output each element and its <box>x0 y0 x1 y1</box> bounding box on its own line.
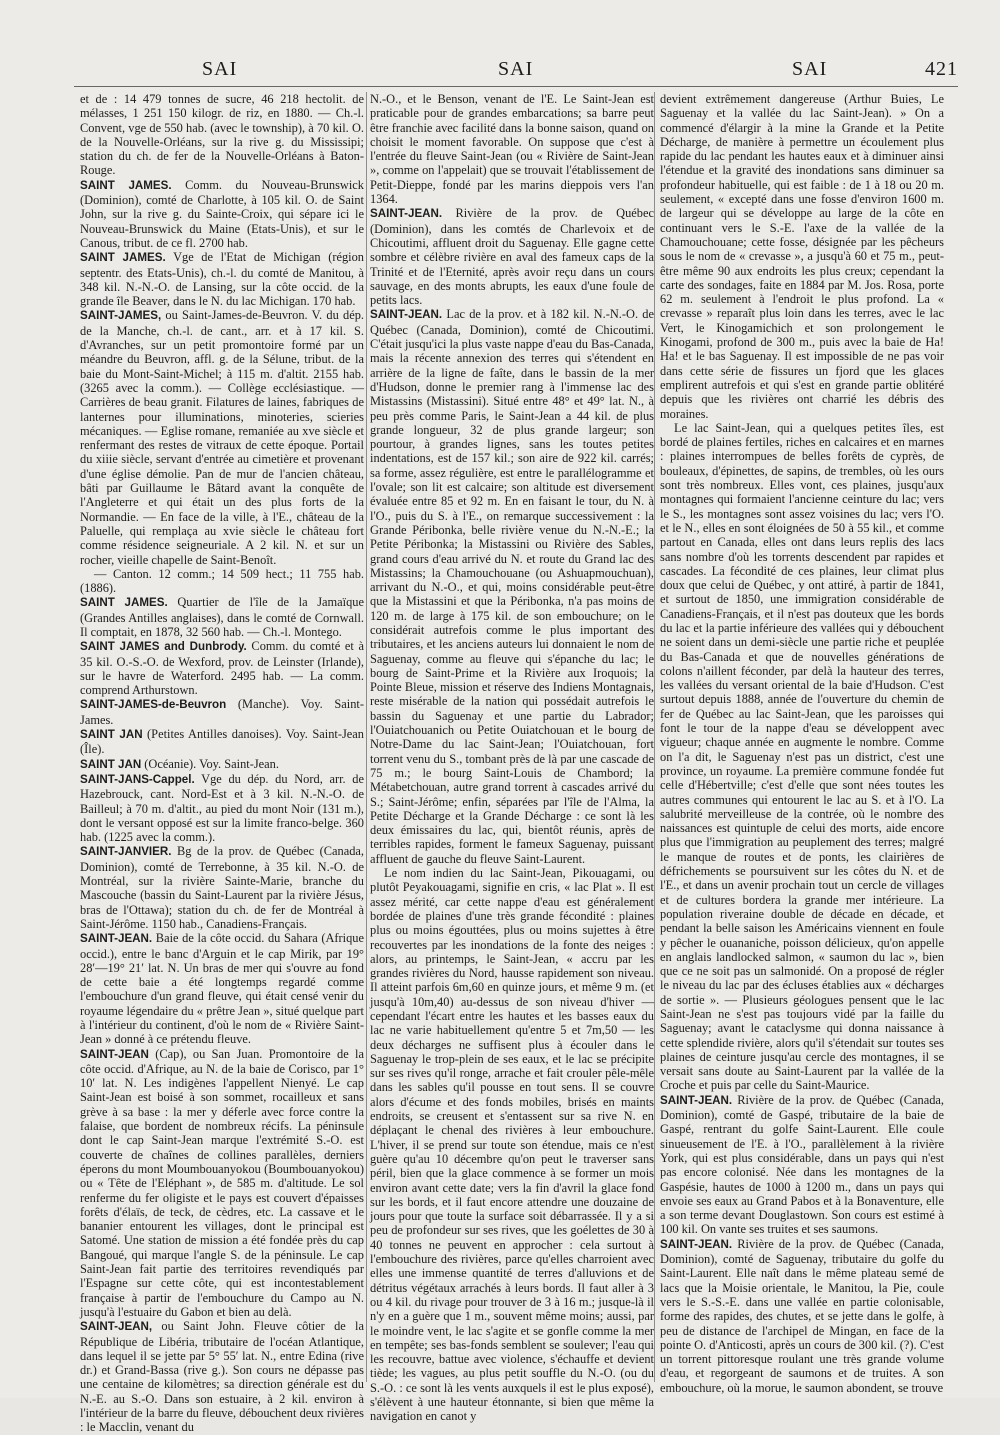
running-head-right: SAI <box>792 58 828 80</box>
dictionary-entry <box>80 844 364 931</box>
column-divider <box>654 92 655 1382</box>
entry-text: Rivière de la prov. de Québec (Canada, Dominion), comté de Gaspé, tributaire de la baie de Gaspé, rentrant du golfe Saint-Laurent. Elle coule sinueusement de l'E. à l'O., parallèlement à la rivière York, qui est plus considérable, dans un pays qui n'est pas encore colonisé. Née dans les montagnes de la Gaspésie, hautes de 1000 à 1200 m., dans un pays qui envoie ses eaux au Grand Pabos et à la Bonaventure, elle a son terme devant Douglastown. Son cours est estimé à 100 kil. On vante ses truites et ses saumons. <box>660 1092 944 1237</box>
dictionary-entry <box>80 308 364 566</box>
entry-headword: SAINT-JEAN <box>80 1047 149 1061</box>
dictionary-entry <box>660 421 944 1093</box>
dictionary-entry <box>80 639 364 697</box>
entry-text: (Manche). Voy. Saint-James. <box>80 697 364 727</box>
entry-headword: SAINT JAMES and Dunbrody. <box>80 640 247 654</box>
entry-text: et de : 14 479 tonnes de sucre, 46 218 hectolit. de mélasses, 1 251 150 kilogr. de riz, en 1880. — Ch.-l. Convent, vge de 550 hab. (avec le township), à 70 kil. O. de la Nouvelle-Orléans, sur la rive g. du Mississipi; station du ch. de fer de la Nouvelle-Orléans à Baton-Rouge. <box>80 92 364 178</box>
entry-headword: SAINT JAMES. <box>80 251 166 265</box>
entry-text: — Canton. 12 comm.; 14 509 hect.; 11 755 hab. (1886). <box>80 566 364 596</box>
dictionary-entry <box>370 866 654 1424</box>
entry-text: Vge du dép. du Nord, arr. de Hazebrouck, cant. Nord-Est et à 3 kil. N.-N.-O. de Bailleul; à 70 m. d'altit., au pied du mont Noir (131 m.), dont le versant opposé est sur la limite franco-belge. 360 hab. (1225 avec la comm.). <box>80 771 364 845</box>
entry-headword: SAINT-JAMES-de-Beuvron <box>80 698 227 712</box>
entry-headword: SAINT JAN <box>80 728 143 742</box>
entry-text: devient extrêmement dangereuse (Arthur Buies, Le Saguenay et la vallée du lac Saint-Jean). » On a commencé d'élargir à la mine la Grande et la Petite Décharge, de manière à permettre un écoulement plus rapide du lac pendant les hautes eaux et à diminuer ainsi l'étendue et la gravité des inondations sans diminuer sa profondeur habituelle, qui est faible : de 1 à 18 ou 20 m. seulement, « excepté dans une fosse d'environ 1600 m. de largeur qui se développe au large de la côte en continuant vers le S.-E. l'axe de la vallée de la Chamouchouane; cette fosse, désignée par les pêcheurs sous le nom de « crevasse », a jusqu'à 60 et 75 m., peut-être même 90 aux endroits les plus creux; cependant la carte des sondages, faite en 1884 par M. Jos. Rosa, porte 62 m. seulement à l'endroit le plus profond. La « crevasse » reparaît plus loin dans les terres, avec le lac Vert, le Kinogamichich et son prolongement le Kinogami, profond de 300 m., puis avec la baie de Ha! Ha! et le bas Saguenay. Il est impossible de ne pas voir dans cette série de fissures un fjord que les glaces emplirent autrefois et qui s'est en grande partie oblitéré depuis que les rivières ont charrié les débris des moraines. <box>660 92 944 421</box>
dictionary-entry <box>80 250 364 308</box>
entry-headword: SAINT JAN <box>80 757 142 771</box>
running-head-left: SAI <box>202 58 238 80</box>
dictionary-entry <box>80 697 364 727</box>
column-divider <box>366 92 367 1382</box>
entry-headword: SAINT-JEAN. <box>80 932 153 946</box>
entry-headword: SAINT-JEAN. <box>370 308 443 322</box>
entry-headword: SAINT-JEAN. <box>660 1237 733 1251</box>
entry-text: (Océanie). Voy. Saint-Jean. <box>141 756 279 771</box>
dictionary-entry <box>80 595 364 639</box>
entry-text: Baie de la côte occid. du Sahara (Afrique occid.), entre le banc d'Arguin et le cap Mirik, par 19° 28′—19° 21′ lat. N. Un bras de mer qui s'ouvre au fond de cette baie a été longtemps regardé comme l'embouchure d'un grand fleuve, qui était censé venir du royaume légendaire du « prêtre Jean », situé quelque part à l'intérieur du continent, d'où le nom de « Rivière Saint-Jean » donné à ce prétendu fleuve. <box>80 931 364 1047</box>
entry-headword: SAINT-JANVIER. <box>80 845 172 859</box>
entry-text: N.-O., et le Benson, venant de l'E. Le Saint-Jean est praticable pour de grandes embarcations; sa barre peut être franchie avec facilité dans la bonne saison, quand on choisit le moment favorable. On suppose que c'est à l'entrée du fleuve Saint-Jean (ou « Rivière de Saint-Jean », comme on l'appelait) que se trouvait l'établissement de Petit-Dieppe, fondé par les marins dieppois vers l'an 1364. <box>370 92 654 207</box>
dictionary-entry <box>80 1047 364 1320</box>
entry-text: Rivière de la prov. de Québec (Dominion), dans les comtés de Charlevoix et de Chicoutimi, affluent droit du Saguenay. Elle gagne cette sombre et célèbre rivière en aval des fameux caps de la Trinité et de l'Eternité, après avoir reçu dans un cours sauvage, en des monts abrupts, les eaux d'une foule de petits lacs. <box>370 206 654 308</box>
entry-text: Rivière de la prov. de Québec (Canada, Dominion), comté de Saguenay, tributaire du golfe du Saint-Laurent. Elle naît dans le même plateau semé de lacs que la Moisie orientale, le Manitou, la Pie, coule vers le S.-S.-E. dans une vallée en partie colonisable, forme des rapides, des chutes, et se jette dans le golfe, à peu de distance de l'archipel de Mingan, en face de la pointe O. d'Anticosti, après un cours de 300 kil. (?). C'est un torrent pittoresque roulant une très grande volume d'eau, et regorgeant de saumons et de truites. A son embouchure, où la morue, le saumon abondent, se trouve <box>660 1236 944 1395</box>
dictionary-entry <box>660 92 944 421</box>
dictionary-entry <box>80 757 364 772</box>
entry-headword: SAINT-JEAN. <box>370 207 443 221</box>
entry-text: Le nom indien du lac Saint-Jean, Pikouagami, ou plutôt Peyakouagami, signifie en cris, « lac Plat ». Il est assez mérité, car cette nappe d'eau est généralement bordée de plaines d'une très grande fécondité : plaines plus ou moins égouttées, plus ou moins sujettes à être recouvertes par les inondations de la fonte des neiges : alors, au printemps, le Saint-Jean, « accru par les grandes rivières du Nord, hausse rapidement son niveau. Il atteint parfois 6m,60 en quinze jours, et même 9 m. (et jusqu'à 10m,40) au-dessus de son niveau d'hiver — cependant l'écart entre les hautes et les basses eaux du lac ne varie habituellement qu'entre 5 et 7m,50 — les deux décharges ne suffisent plus à écouler dans le Saguenay le trop-plein de ses eaux, et le lac se précipite sur ses rives qu'il ronge, arrache et fait crouler pêle-mêle dans les sables qu'il pousse en tout sens. Il se couvre alors d'écume et des fonds mobiles, brisés en maints endroits, se creusent et s'entassent sur sa rive N. en déplaçant le chenal des rivières à leur embouchure. L'hiver, il se prend sur toute son étendue, mais ce n'est guère qu'au 10 décembre qu'on peut le traverser sans péril, bien que la glace commence à se former un mois environ avant cette date; vers la fin d'avril la glace fond sur les bords, et il faut encore attendre une douzaine de jours pour que toute la surface soit débarrassée. Il y a si peu de profondeur sur ses rives, que les goélettes de 30 à 40 tonnes ne peuvent en approcher : cela surtout à l'embouchure des rivières, parce qu'elles charroient avec elles une immense quantité de terres d'alluvions et de détritus végétaux arrachés à leurs bords. Il faut aller à 3 ou 4 kil. du rivage pour trouver de 3 à 16 m.; jusque-là il n'y en a guère que 1 m., souvent même moins; aussi, par le moindre vent, le lac s'agite et se gonfle comme la mer en tempête; ses bas-fonds semblent se soulever; l'eau qui les recouvre, battue avec violence, s'échauffe et devient tiède; les vagues, au plus petit souffle du N.-O. (ou du S.-O. : ce sont là les vents auxquels il est le plus exposé), s'élèvent à une hauteur étonnante, si bien que même la navigation en canot y <box>370 866 654 1424</box>
dictionary-entry <box>660 1237 944 1395</box>
text-column-1 <box>80 92 364 1435</box>
entry-headword: SAINT-JANS-Cappel. <box>80 772 195 786</box>
page-number: 421 <box>925 58 958 80</box>
dictionary-entry <box>370 206 654 307</box>
entry-headword: SAINT-JAMES, <box>80 309 162 323</box>
text-column-2 <box>370 92 654 1424</box>
dictionary-entry <box>80 727 364 757</box>
header-rule <box>74 86 958 87</box>
dictionary-entry <box>80 92 364 178</box>
dictionary-entry <box>80 772 364 844</box>
entry-text: (Petites Antilles danoises). Voy. Saint-Jean (Île). <box>80 727 364 757</box>
entry-text: ou Saint John. Fleuve côtier de la République de Libéria, tributaire de l'océan Atlantique, dans lequel il se jette par 5° 55′ lat. N., entre Edina (rive dr.) et Grand-Bassa (rive g.). Son cours ne dépasse pas une centaine de kilomètres; sa direction générale est du N.-E. au S.-O. Dans son estuaire, à 2 kil. environ à l'intérieur de la barre du fleuve, débouchent deux rivières : le Macclin, venant du <box>80 1319 364 1435</box>
running-head-middle: SAI <box>498 58 534 80</box>
entry-text: Vge de l'Etat de Michigan (région septentr. des Etats-Unis), ch.-l. du comté de Manitou, à 348 kil. N.-N.-O. de Lansing, sur la côte occid. de la grande île Beaver, dans le N. du lac Michigan. 170 hab. <box>80 250 365 309</box>
dictionary-entry <box>80 1319 364 1434</box>
dictionary-entry <box>80 931 364 1046</box>
dictionary-entry <box>80 178 364 250</box>
entry-headword: SAINT JAMES. <box>80 178 172 192</box>
entry-headword: SAINT-JEAN. <box>660 1093 733 1107</box>
entry-headword: SAINT-JEAN, <box>80 1320 153 1334</box>
dictionary-entry <box>370 307 654 866</box>
dictionary-entry <box>80 567 364 596</box>
entry-text: (Cap), ou San Juan. Promontoire de la côte occid. d'Afrique, au N. de la baie de Corisco, par 1° 10′ lat. N. Les indigènes l'appellent Nienyé. Le cap Saint-Jean est boisé à son sommet, rocailleux et sans grève à sa base : la mer y déferle avec force contre la falaise, que bordent de nombreux récifs. La péninsule dont le cap Saint-Jean marque l'extrémité S.-O. est couverte de chaînes de collines parallèles, derniers éperons du mont Moumbouanyokou (Boumbouanyokou) ou « Tête de l'Eléphant », de 585 m. d'altitude. Le sol renferme du fer oligiste et le pays est couvert d'épaisses forêts d'élaïs, de teck, de cèdres, etc. La cassave et le bananier entourent les villages, dont le principal est Satomé. Une station de mission a été fondée près du cap Bangoué, qui marque l'angle S. de la péninsule. Le cap Saint-Jean fait partie des territoires revendiqués par l'Espagne sur cette côte, qui est incontestablement française à partir de l'embouchure du Campo au N. jusqu'à l'estuaire du Gabon et bien au delà. <box>80 1046 364 1319</box>
text-column-3 <box>660 92 944 1395</box>
running-head <box>74 58 958 88</box>
entry-headword: SAINT JAMES. <box>80 596 168 610</box>
entry-text: Comm. du comté et à 35 kil. O.-S.-O. de Wexford, prov. de Leinster (Irlande), sur le havre de Waterford. 2495 hab. — La comm. comprend Arthurstown. <box>80 639 364 698</box>
dictionary-entry <box>370 92 654 206</box>
entry-text: Comm. du Nouveau-Brunswick (Dominion), comté de Charlotte, à 105 kil. O. de Saint John, sur la rive g. du Sainte-Croix, qui sépare ici le Nouveau-Brunswick du Maine (Etats-Unis), et sur le Canous, tribut. de ce fl. 2700 hab. <box>80 177 364 250</box>
entry-text: Quartier de l'île de la Jamaïque (Grandes Antilles anglaises), dans le comté de Cornwall. Il comptait, en 1878, 32 560 hab. — Ch.-l. Montego. <box>80 595 364 639</box>
entry-text: Lac de la prov. et à 182 kil. N.-N.-O. de Québec (Canada, Dominion), comté de Chicoutimi. C'était jusqu'ici la plus vaste nappe d'eau du Bas-Canada, mais la récente annexion des terres qui s'étendent en arrière de la ligne de faîte, dans le bassin de la mer d'Hudson, donne le premier rang à l'immense lac des Mistassins (Mistassini). Situé entre 48° et 49° lat. N., à peu près comme Paris, le Saint-Jean a 44 kil. de plus grande longueur, 32 de plus grande largeur; son pourtour, à grandes lignes, sans les toutes petites indentations, est de 157 kil.; son aire de 922 kil. carrés; sa forme, assez régulière, est entre le parallélogramme et l'ovale; son lit est calcaire; son altitude est diversement évaluée entre 85 et 92 m. En en faisant le tour, du N. à l'O., puis du S. à l'E., on remarque successivement : la Grande Péribonka, belle rivière venue du N.-N.-E.; la Petite Péribonka; la Mistassini ou Rivière des Sables, grand cours d'eau arrivé du N. et route du Grand lac des Mistassins; la Chamouchouane (ou Ashuapmouchuan), arrivant du N.-O., et qui, moins considérable peut-être que la Mistassini et que la Péribonka, n'a pas moins de 120 m. de large à 175 kil. de son embouchure; on le considérait autrefois comme le plus important des tributaires, et les anciens auteurs lui donnaient le nom de Saguenay, comme au fleuve qui s'épanche du lac; le bourg de Saint-Prime et la Rivière aux Iroquois; la Pointe Bleue, mission et réserve des Indiens Montagnais, reste misérable de la nation qui possédait autrefois le bassin du Saguenay et une partie du Labrador; l'Ouiatchouanich ou Petite Ouiatchouan et le bourg de Notre-Dame du lac Saint-Jean; l'Ouiatchouan, fort torrent venu du S., tombant près de là par une cascade de 75 m.; le bourg Saint-Louis de Chambord; la Métabetchouan, autre grand torrent à cascades arrivé du S.; Saint-Jérôme; enfin, séparées par l'île de l'Alma, la Petite Décharge et la Grande Décharge : ce sont là les deux émissaires du lac, qui, bientôt réunis, après de terribles rapides, forment le fameux Saguenay, puissant affluent de gauche du fleuve Saint-Laurent. <box>370 307 654 866</box>
dictionary-entry <box>660 1093 944 1237</box>
entry-text: Bg de la prov. de Québec (Canada, Dominion), comté de Terrebonne, à 35 kil. N.-O. de Montréal, sur la rivière Sainte-Marie, branche du Mascouche (bassin du Saint-Laurent par la rivière Jésus, bras de l'Ottawa); station du ch. de fer de Montréal à Saint-Jérôme. 1150 hab., Canadiens-Français. <box>80 844 364 931</box>
entry-text: ou Saint-James-de-Beuvron. V. du dép. de la Manche, ch.-l. de cant., arr. et à 17 kil. S. d'Avranches, sur un petit promontoire formé par un méandre du Beuvron, affl. g. de la Sélune, tribut. de la baie du Mont-Saint-Michel; à 115 m. d'altit. 2155 hab. (3265 avec la comm.). — Collège ecclésiastique. — Carrières de beau granit. Filatures de laines, fabriques de lanternes pour illuminations, minoteries, scieries mécaniques. — Eglise romane, remaniée au xve siècle et renfermant des restes de vitraux de cette époque. Portail du xiiie siècle, servant d'entrée au cimetière et provenant d'une église démolie. Pan de mur de l'ancien château, bâti par Guillaume le Bâtard avant la conquête de l'Angleterre et qui était un des plus forts de la Normandie. — En face de la ville, à l'E., château de la Paluelle, qui remplaça au xvie siècle le château fort comme résidence seigneuriale. A 2 kil. N. et sur un rocher, vieille chapelle de Saint-Benoît. <box>80 308 364 567</box>
entry-text: Le lac Saint-Jean, qui a quelques petites îles, est bordé de plaines fertiles, riches en calcaires et en marnes : plaines interrompues de belles forêts de cyprès, de bouleaux, d'épinettes, de sapins, de trembles, où les ours sont très nombreux. Elles vont, ces plaines, jusqu'aux montagnes qui formaient l'ancienne ceinture du lac; vers le S., les montagnes sont assez voisines du lac; vers l'O. et le N., elles en sont éloignées de 50 à 55 kil., et comme partout en Canada, elles ont dans leurs replis des lacs sans nombre d'où les torrents descendent par rapides et cascades. La fécondité de ces plaines, leur climat plus doux que celui de Québec, y ont attiré, à partir de 1841, et surtout de 1850, une immigration considérable de Canadiens-Français, et il n'est pas douteux que les bords du lac et la partie inférieure des vallées qui y débouchent ne soient dans un demi-siècle une partie riche et peuplée du Bas-Canada et que de nouvelles générations de colons n'aillent féconder, par delà la hauteur des terres, les vallées du versant oriental de la baie d'Hudson. C'est surtout depuis 1888, année de l'ouverture du chemin de fer de Québec au lac Saint-Jean, que les paroisses qui font le tour de la nappe d'eau se développent avec vigueur; chaque année en augmente le nombre. Comme on l'a dit, le Saguenay n'est pas un district, c'est une province, un royaume. La première commune fondée fut celle d'Hébertville; c'est d'elle que sont nées toutes les autres communes qui entourent le lac au S. et à l'O. La salubrité merveilleuse de la contrée, où le nombre des naissances est quintuple de celui des morts, aide encore plus que l'immigration au peuplement des terres; malgré le manque de routes et de ponts, les clairières de défrichements se poursuivent sur les côtes du N. et de l'E., et dans un avenir prochain tout un cercle de villages et de cultures bordera la grande mer intérieure. La population riveraine double de décade en décade, et pendant la belle saison les Américains viennent en foule y pêcher le ouananiche, poisson délicieux, qu'on appelle en anglais landlocked salmon, « saumon du lac », bien que ce ne soit pas un salmonidé. On a proposé de régler le niveau du lac par des écluses établies aux « décharges de sortie ». — Plusieurs géologues pensent que le lac Saint-Jean ne s'est pas toujours vidé par la faille du Saguenay; avant le cataclysme qui donna naissance à cette splendide rivière, alors qu'il s'étendait sur toutes ses plaines de ceinture jusqu'au cercle des montagnes, il se versait sans doute au Saint-Laurent par la vallée de la Croche et puis par celle du Saint-Maurice. <box>660 420 944 1093</box>
